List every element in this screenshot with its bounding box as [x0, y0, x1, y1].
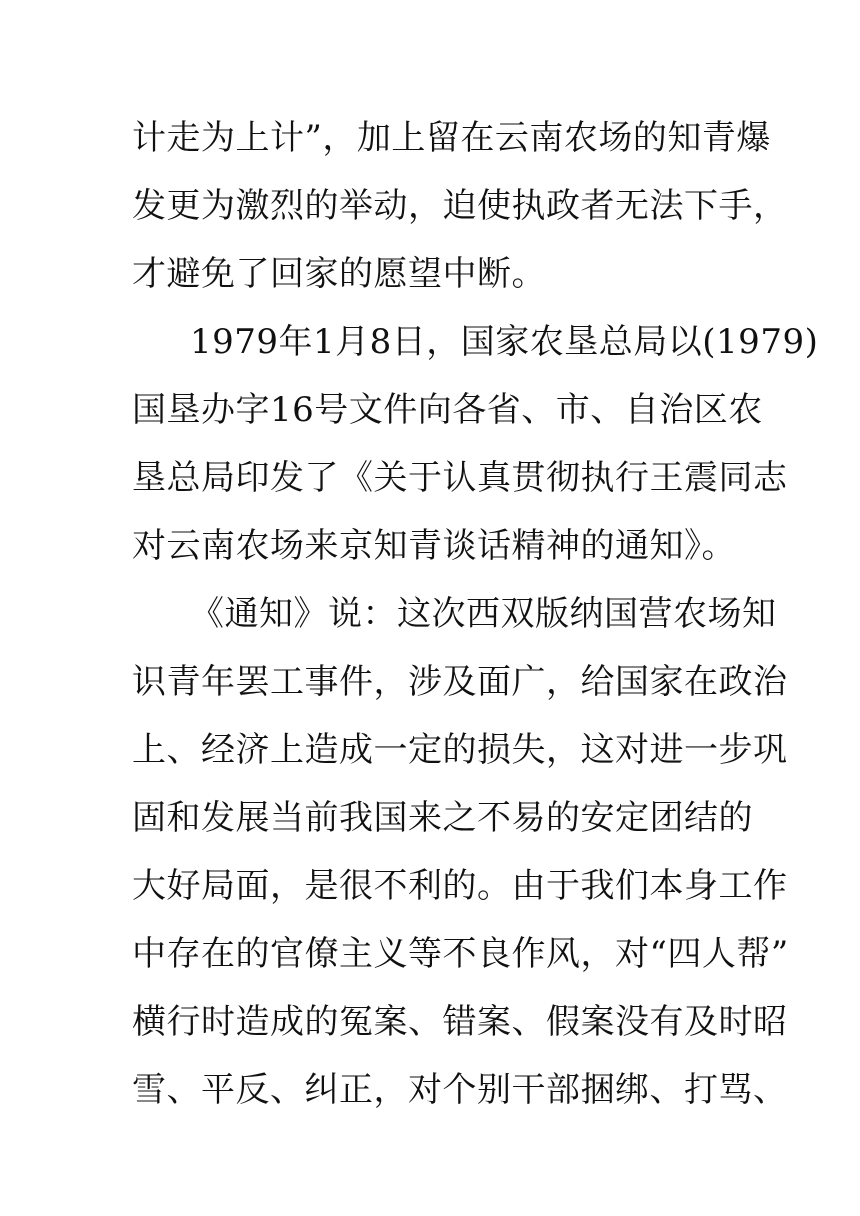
text-line-12: 大好局面，是很不利的。由于我们本身工作	[132, 866, 788, 906]
text-line-7: 对云南农场来京知青谈话精神的通知》。	[132, 526, 736, 566]
text-line-6: 垦总局印发了《关于认真贯彻执行王震同志	[132, 458, 788, 498]
text-line-9: 识青年罢工事件，涉及面广，给国家在政治	[132, 662, 788, 702]
text-line-15: 雪、平反、纠正，对个别干部捆绑、打骂、	[132, 1070, 788, 1110]
text-line-11: 固和发展当前我国来之不易的安定团结的	[132, 798, 753, 838]
text-line-4: 1979年1月8日，国家农垦总局以(1979)	[190, 322, 819, 362]
text-line-2: 发更为激烈的举动，迫使执政者无法下手，	[132, 186, 788, 226]
text-line-8: 《通知》说：这次西双版纳国营农场知	[190, 594, 777, 634]
text-line-1: 计走为上计”，加上留在云南农场的知青爆	[132, 118, 771, 158]
text-line-14: 横行时造成的冤案、错案、假案没有及时昭	[132, 1002, 788, 1042]
text-line-3: 才避免了回家的愿望中断。	[132, 254, 546, 294]
text-line-13: 中存在的官僚主义等不良作风，对“四人帮”	[132, 934, 789, 974]
text-line-10: 上、经济上造成一定的损失，这对进一步巩	[132, 730, 788, 770]
text-line-5: 国垦办字16号文件向各省、市、自治区农	[132, 390, 763, 430]
